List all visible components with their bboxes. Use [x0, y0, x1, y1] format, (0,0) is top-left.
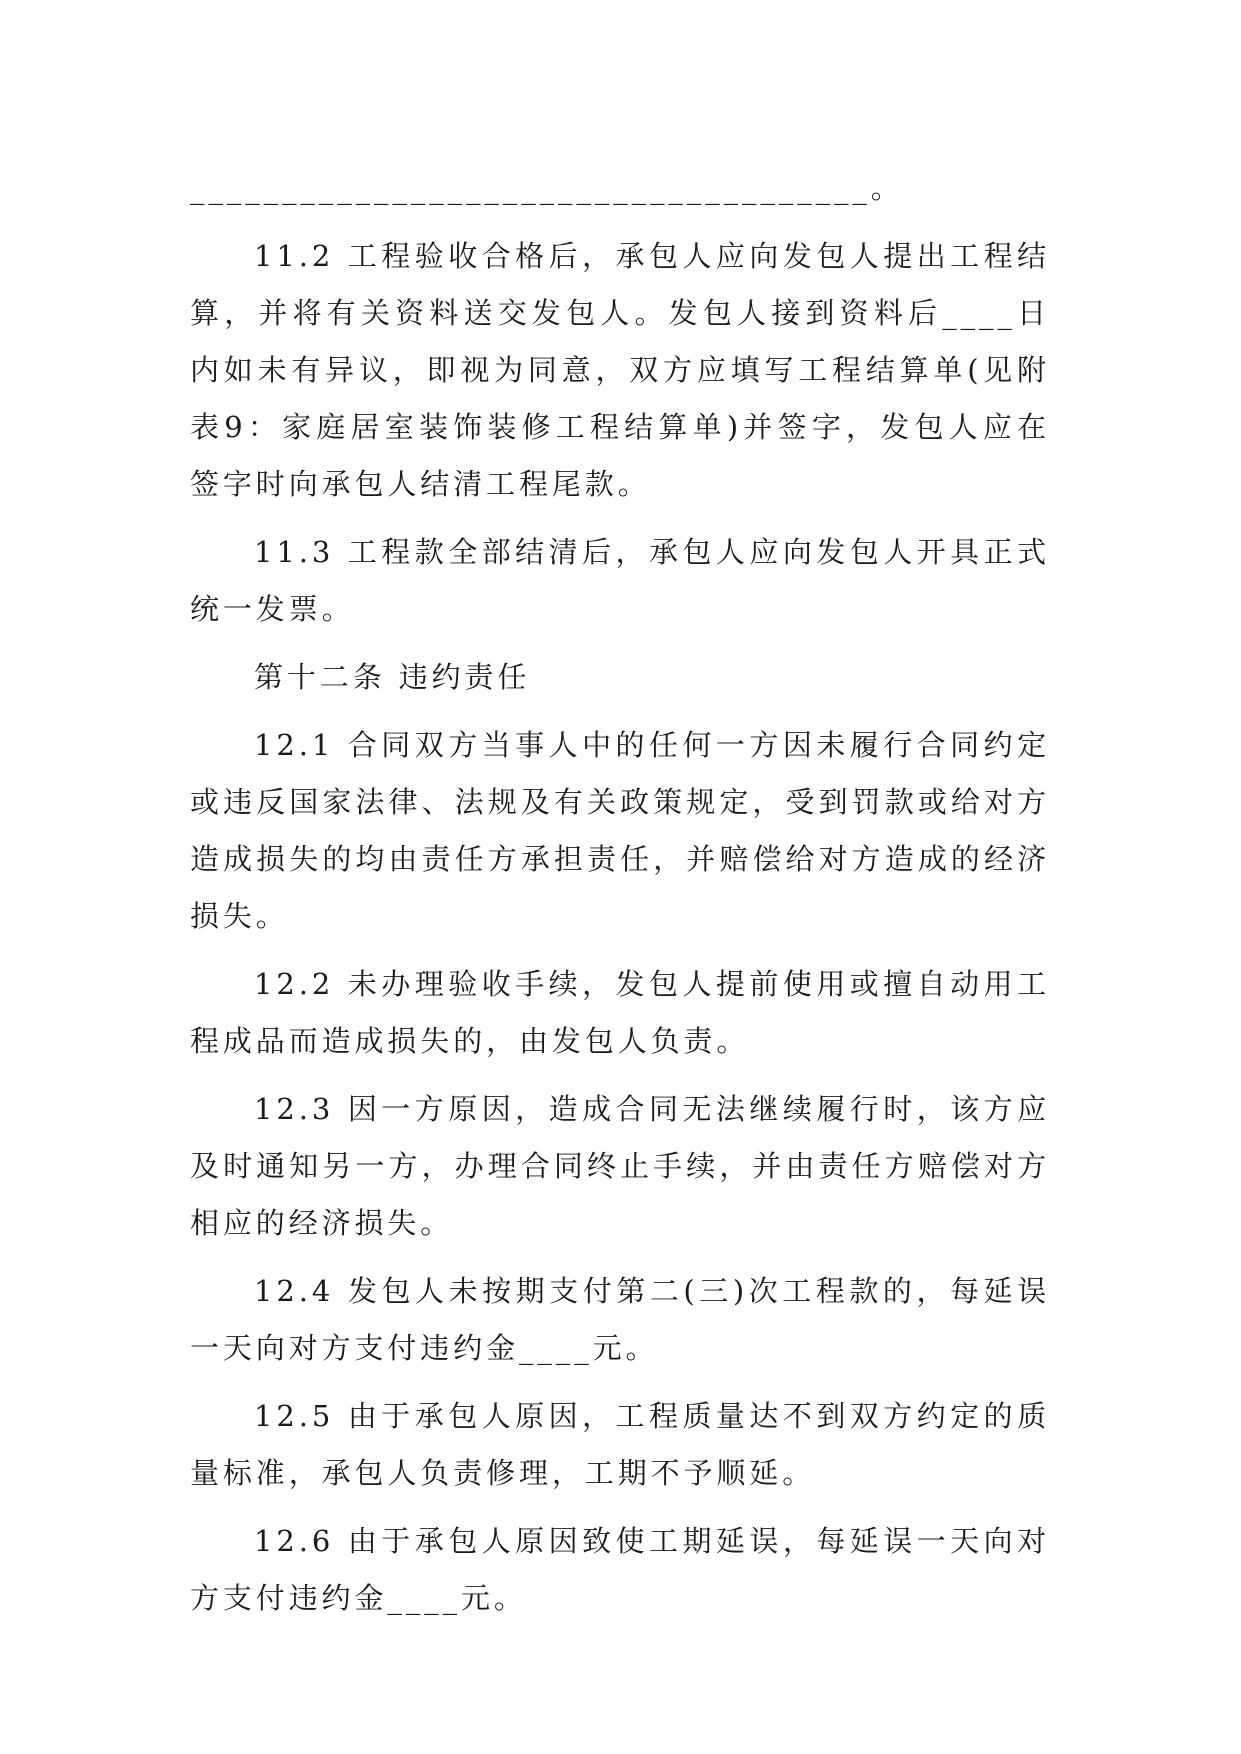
clause-11-3: 11.3 工程款全部结清后，承包人应向发包人开具正式统一发票。	[190, 535, 1050, 626]
document-page	[190, 160, 1050, 1638]
clause-11-2: 11.2 工程验收合格后，承包人应向发包人提出工程结算，并将有关资料送交发包人。发包人接到资料后____日内如未有异议，即视为同意，双方应填写工程结算单(见附表9：家庭居室装饰装修工程结算单)并签字，发包人应在签字时向承包人结清工程尾款。	[190, 239, 1050, 501]
clause-12-1: 12.1 合同双方当事人中的任何一方因未履行合同约定或违反国家法律、法规及有关政策规定，受到罚款或给对方造成损失的均由责任方承担责任，并赔偿给对方造成的经济损失。	[190, 728, 1050, 933]
clause-12-6: 12.6 由于承包人原因致使工期延误，每延误一天向对方支付违约金____元。	[190, 1524, 1050, 1615]
clause-12-4: 12.4 发包人未按期支付第二(三)次工程款的，每延误一天向对方支付违约金____元。	[190, 1274, 1050, 1365]
clause-12-2: 12.2 未办理验收手续，发包人提前使用或擅自动用工程成品而造成损失的，由发包人负责。	[190, 967, 1050, 1058]
clause-12-3: 12.3 因一方原因，造成合同无法继续履行时，该方应及时通知另一方，办理合同终止手续，并由责任方赔偿对方相应的经济损失。	[190, 1092, 1050, 1240]
article-12-heading: 第十二条 违约责任	[254, 660, 531, 694]
blank-line-end: _____________________________________。	[190, 171, 904, 205]
clause-12-5: 12.5 由于承包人原因，工程质量达不到双方约定的质量标准，承包人负责修理，工期不予顺延。	[190, 1399, 1050, 1490]
